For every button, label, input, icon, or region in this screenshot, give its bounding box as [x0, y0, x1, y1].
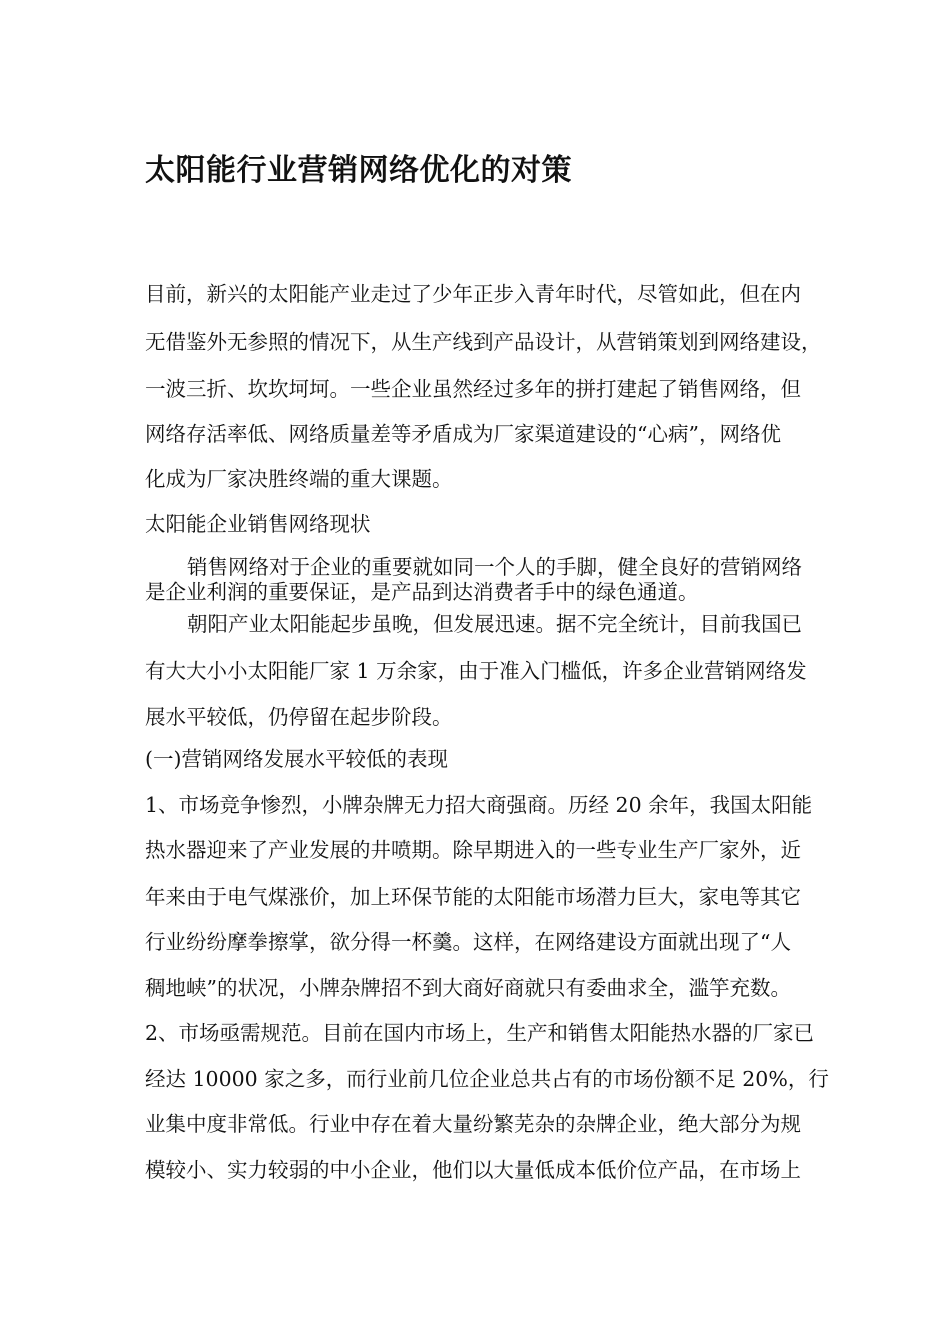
paragraph-line: 展水平较低，仍停留在起步阶段。	[145, 705, 453, 729]
paragraph-line: 无借鉴外无参照的情况下，从生产线到产品设计，从营销策划到网络建设，	[145, 330, 822, 354]
paragraph-line: 热水器迎来了产业发展的井喷期。除早期进入的一些专业生产厂家外，近	[145, 838, 801, 862]
paragraph-line: 模较小、实力较弱的中小企业，他们以大量低成本低价位产品，在市场上	[145, 1158, 801, 1182]
paragraph-line: 化成为厂家决胜终端的重大课题。	[145, 467, 453, 491]
paragraph-line: 经达 10000 家之多，而行业前几位企业总共占有的市场份额不足 20%，行	[145, 1067, 829, 1091]
paragraph-line: 销售网络对于企业的重要就如同一个人的手脚，健全良好的营销网络	[187, 555, 802, 579]
paragraph-line: 1、市场竞争惨烈，小牌杂牌无力招大商强商。历经 20 余年，我国太阳能	[145, 793, 813, 817]
paragraph-line: 行业纷纷摩拳擦掌，欲分得一杯羹。这样，在网络建设方面就出现了“人	[145, 930, 791, 954]
section-heading: 太阳能企业销售网络现状	[145, 512, 371, 536]
paragraph-line: 一波三折、坎坎坷坷。一些企业虽然经过多年的拼打建起了销售网络，但	[145, 377, 801, 401]
paragraph-line: 年来由于电气煤涨价，加上环保节能的太阳能市场潜力巨大，家电等其它	[145, 885, 801, 909]
paragraph-line: 业集中度非常低。行业中存在着大量纷繁芜杂的杂牌企业，绝大部分为规	[145, 1112, 801, 1136]
page-title: 太阳能行业营销网络优化的对策	[145, 153, 572, 188]
paragraph-line: 目前，新兴的太阳能产业走过了少年正步入青年时代，尽管如此，但在内	[145, 282, 801, 306]
paragraph-line: 有大大小小太阳能厂家 1 万余家，由于准入门槛低，许多企业营销网络发	[145, 659, 807, 683]
paragraph-line: 稠地峡”的状况，小牌杂牌招不到大商好商就只有委曲求全，滥竽充数。	[145, 976, 791, 1000]
subsection-heading: (一)营销网络发展水平较低的表现	[145, 747, 448, 771]
paragraph-line: 2、市场亟需规范。目前在国内市场上，生产和销售太阳能热水器的厂家已	[145, 1021, 815, 1045]
paragraph-line: 网络存活率低、网络质量差等矛盾成为厂家渠道建设的“心病”，网络优	[145, 422, 781, 446]
paragraph-line: 是企业利润的重要保证，是产品到达消费者手中的绿色通道。	[145, 580, 699, 604]
paragraph-line: 朝阳产业太阳能起步虽晚，但发展迅速。据不完全统计，目前我国已	[187, 612, 802, 636]
